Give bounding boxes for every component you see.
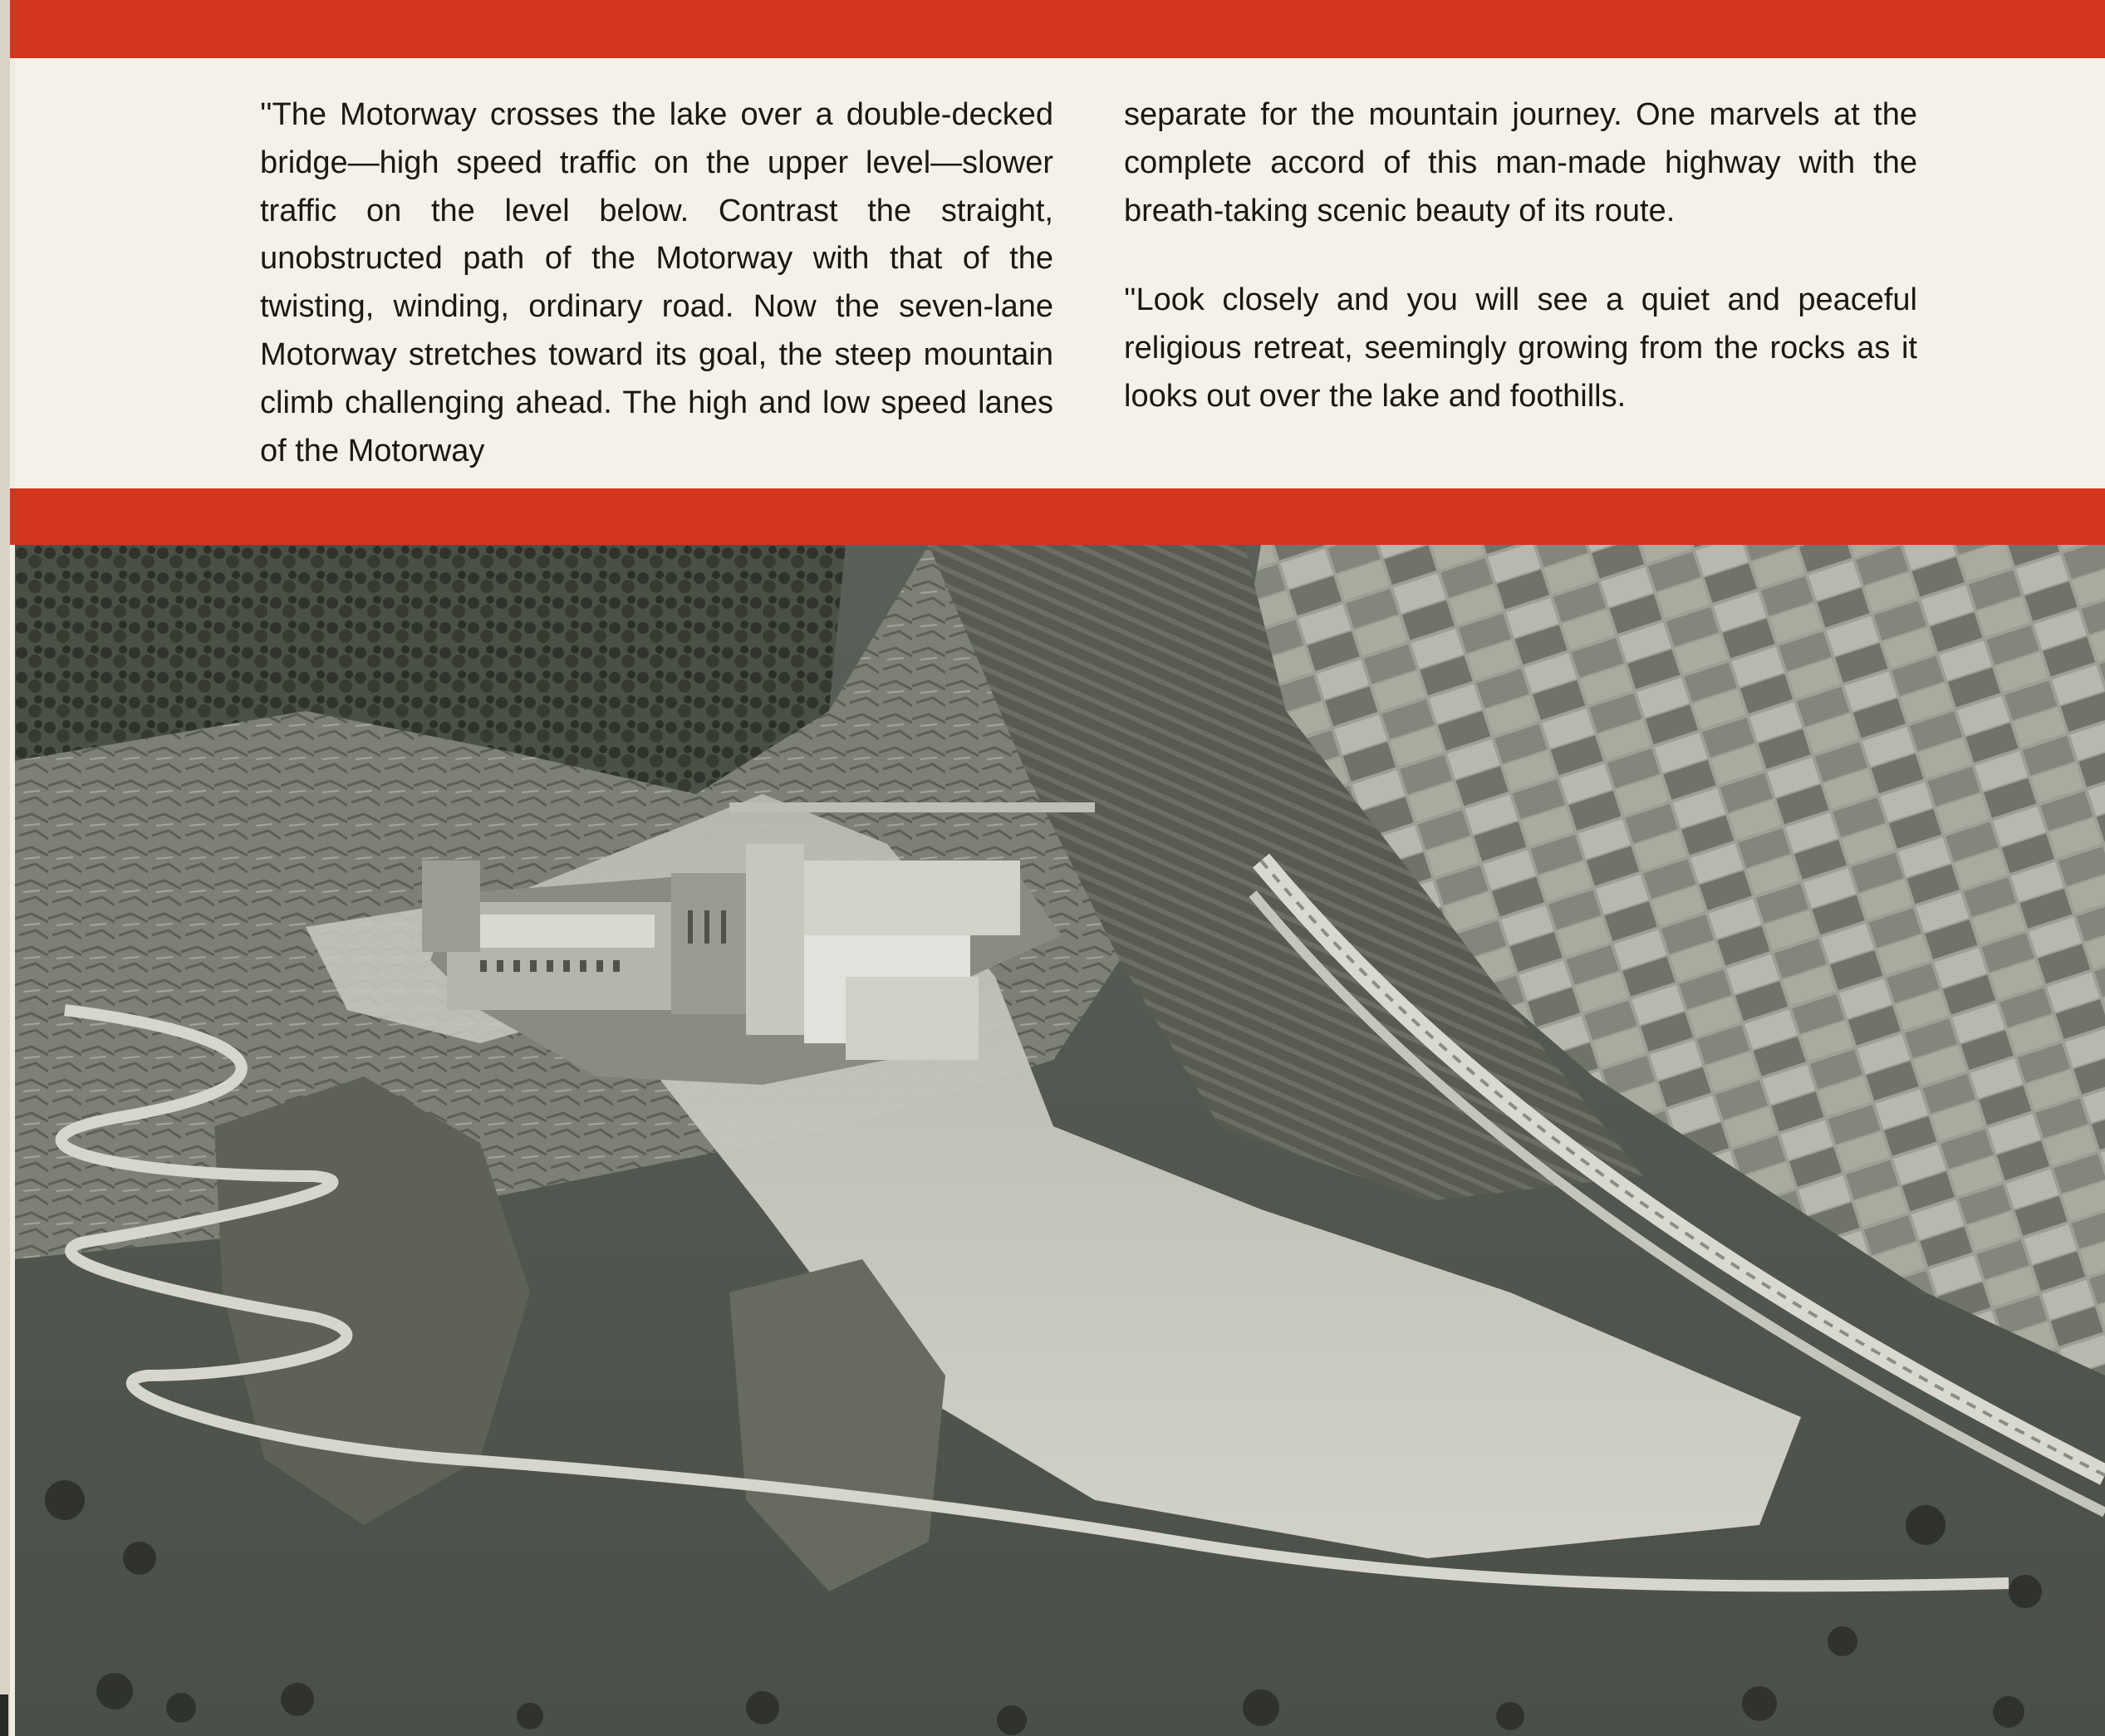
- top-red-band: [10, 0, 2105, 58]
- page-edge-mark: [0, 1694, 8, 1736]
- text-panel: [15, 58, 2105, 488]
- bottom-red-band: [10, 488, 2105, 545]
- paragraph-mountain-journey: separate for the mountain journey. One marvels at the complete accord of this man-made highway with the breath-taking scenic beauty of its route.: [1124, 97, 1917, 228]
- aerial-photo: [15, 545, 2105, 1736]
- text-column-right: [1124, 91, 1917, 421]
- aerial-photo-illustration: [15, 545, 2105, 1736]
- page-spine: [0, 0, 10, 1736]
- paragraph-religious-retreat: ''Look closely and you will see a quiet and peaceful religious retreat, seemingly growing from the rocks as it looks out over the lake and foothills.: [1124, 282, 1917, 414]
- paragraph-motorway-bridge: ''The Motorway crosses the lake over a double-decked bridge—high speed traffic on the upper level—slower traffic on the level below. Contrast the straight, unobstructed path of the Motorway with that of the twisting, winding, ordinary road. Now the seven-lane Motorway stretches toward its goal, the steep mountain climb challenging ahead. The high and low speed lanes of the Motorway: [260, 97, 1053, 468]
- text-column-left: [260, 91, 1053, 475]
